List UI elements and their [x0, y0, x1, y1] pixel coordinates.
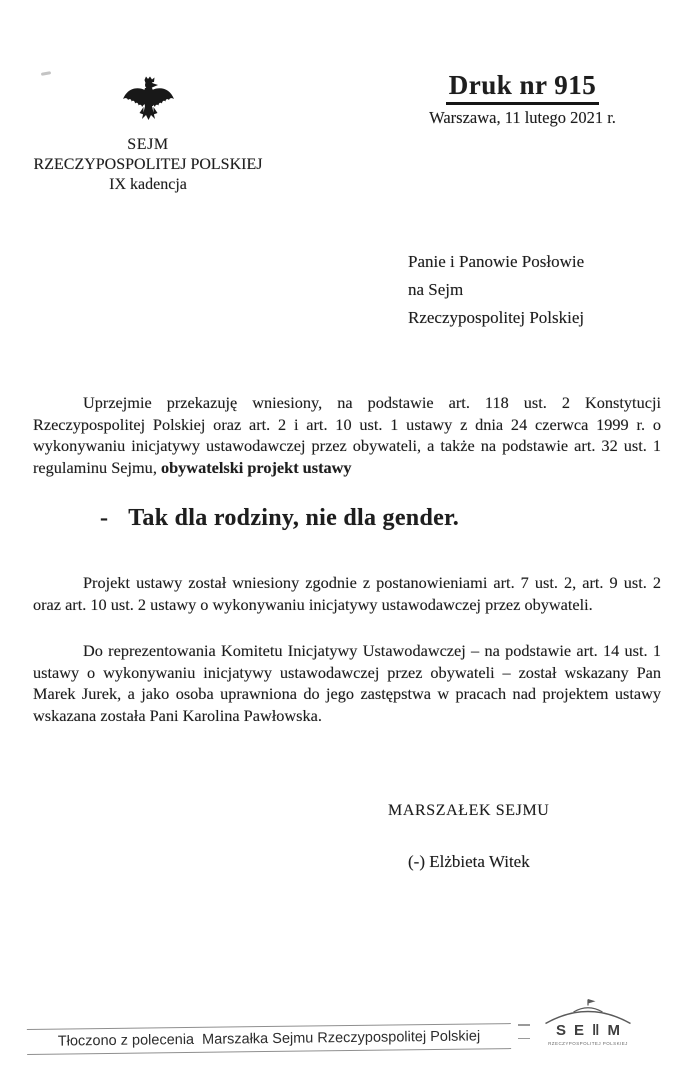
signature-role: MARSZAŁEK SEJMU [388, 802, 550, 819]
sejm-logo [536, 998, 640, 1046]
recipient-line-2: na Sejm [408, 280, 464, 299]
logo-letter-m: M [607, 1022, 620, 1039]
scan-artifact-marks [518, 1024, 530, 1051]
print-note-box [27, 1023, 511, 1055]
letterhead-term: IX kadencja [109, 176, 187, 193]
recipient-block [408, 248, 584, 332]
letterhead-sejm: SEJM [127, 136, 169, 153]
paragraph-transmittal [33, 392, 661, 479]
recipient-line-3: Rzeczypospolitej Polskiej [408, 308, 585, 327]
bill-title-dash: - [100, 505, 109, 531]
place-date: Warszawa, 11 lutego 2021 r. [429, 108, 616, 127]
letterhead-republic: RZECZYPOSPOLITEJ POLSKIEJ [33, 156, 263, 173]
paragraph-transmittal-bold: obywatelski projekt ustawy [160, 458, 352, 478]
sejm-logo-letters [536, 1023, 640, 1039]
logo-letter-s: S [556, 1022, 567, 1039]
print-note: Tłoczono z polecenia Marszałka Sejmu Rzeczypospolitej Polskiej [57, 1028, 481, 1050]
paragraph-compliance: Projekt ustawy został wniesiony zgodnie z postanowieniami art. 7 ust. 2, art. 9 ust. 2 oraz art. 10 ust. 2 ustawy o wykonywaniu inicjatywy ustawodawczej przez obywateli. [33, 573, 661, 614]
polish-eagle-icon [121, 76, 175, 128]
logo-letter-e: E [574, 1022, 585, 1039]
logo-letter-j-bars: ‖ [592, 1022, 600, 1039]
document-number-block [400, 70, 645, 128]
signature-name: (-) Elżbieta Witek [408, 852, 530, 871]
letterhead [8, 76, 288, 195]
paragraph-transmittal-text: Uprzejmie przekazuję wniesiony, na podstawie art. 118 ust. 2 Konstytucji Rzeczypospolitej Polskiej oraz art. 2 i art. 10 ust. 1 ustawy z dnia 24 czerwca 1999 r. o wykonywaniu inicjatywy ustawodawczej przez obywateli, a także na podstawie art. 32 ust. 1 regulaminu Sejmu, [33, 393, 661, 478]
bill-title [100, 505, 459, 532]
sejm-logo-subtext: RZECZYPOSPOLITEJ POLSKIEJ [548, 1041, 628, 1046]
sejm-dome-icon [542, 998, 634, 1025]
recipient-line-1: Panie i Panowie Posłowie [408, 252, 585, 271]
document-number: Druk nr 915 [446, 70, 600, 105]
paragraph-committee: Do reprezentowania Komitetu Inicjatywy Ustawodawczej – na podstawie art. 14 ust. 1 ustawy o wykonywaniu inicjatywy ustawodawczej przez obywateli – został wskazany Pan Marek Jurek, a jako osoba uprawniona do jego zastępstwa w pracach nad projektem ustawy wskazana została Pani Karolina Pawłowska. [33, 641, 661, 726]
bill-title-text: Tak dla rodziny, nie dla gender. [128, 505, 460, 531]
